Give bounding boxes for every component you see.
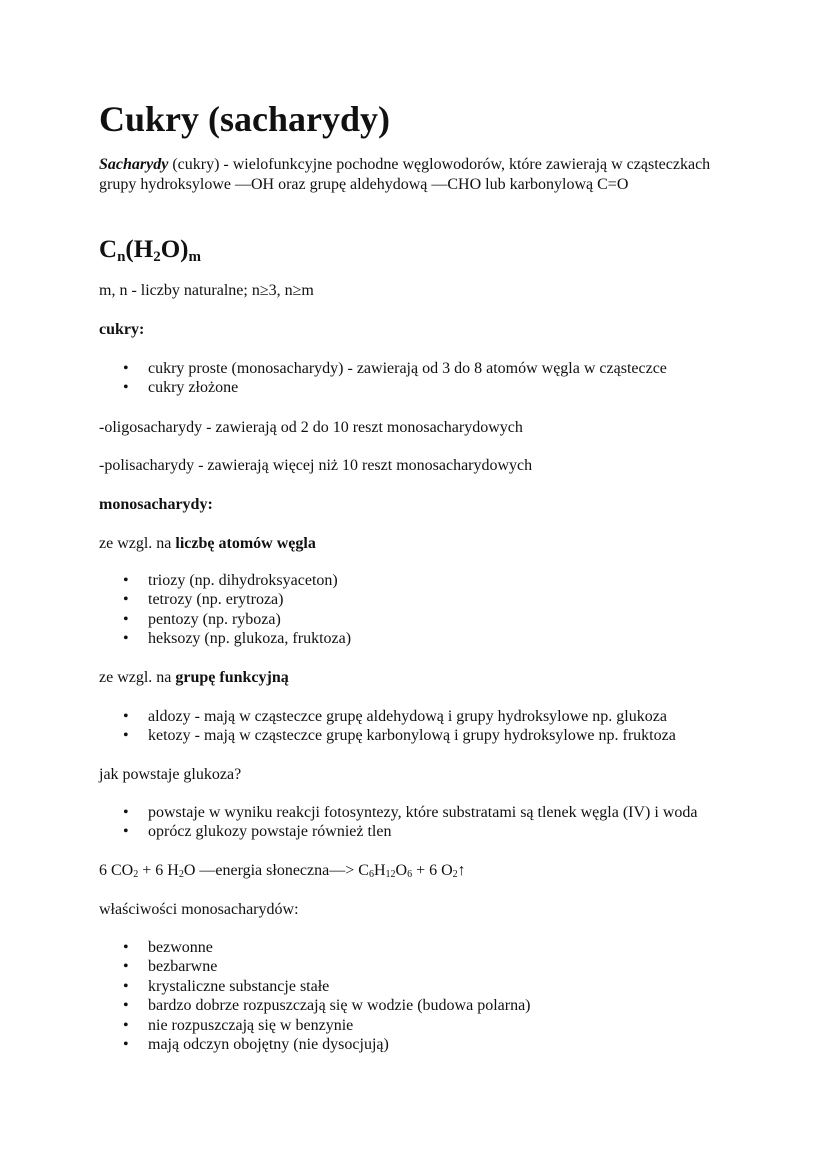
properties-heading: właściwości monosacharydów:: [99, 901, 299, 918]
list-item: • heksozy (np. glukoza, fruktoza): [99, 629, 738, 648]
photosynthesis-equation: 6 $CO_2 + 6$ $H_2O$ —energia słoneczna—> $C_6H_{12}O_6 + 6$ $O_2↑$: [99, 862, 466, 880]
list-item: • cukry proste (monosacharydy) - zawierają od 3 do 8 atomów węgla w cząsteczce: [99, 359, 738, 378]
page-title: Cukry (sacharydy): [99, 99, 391, 139]
list-item: • bezbarwne: [99, 957, 738, 976]
intro-paragraph: [99, 155, 718, 194]
list-item: • oprócz glukozy powstaje również tlen: [99, 822, 738, 841]
list-item: • aldozy - mają w cząsteczce grupę aldehydową i grupy hydroksylowe np. glukoza: [99, 707, 738, 726]
poli-text: -polisacharydy - zawierają więcej niż 10 reszt monosacharydowych: [99, 457, 533, 474]
oligo-text: -oligosacharydy - zawierają od 2 do 10 reszt monosacharydowych: [99, 419, 523, 436]
group-list: [99, 707, 738, 746]
intro-text: (cukry) - wielofunkcyjne pochodne węglowodorów, które zawierają w cząsteczkach grupy hydroksylowe —OH oraz grupę aldehydową —CHO lub karbonylową C=O: [99, 156, 711, 193]
list-item: • pentozy (np. ryboza): [99, 610, 738, 629]
by-group-label: ze wzgl. na grupę funkcyjną: [99, 669, 289, 686]
cukry-heading: cukry:: [99, 321, 145, 338]
glucose-list: [99, 803, 738, 842]
list-item: • nie rozpuszczają się w benzynie: [99, 1016, 738, 1035]
list-item: • bardzo dobrze rozpuszczają się w wodzie (budowa polarna): [99, 996, 738, 1015]
list-item: • ketozy - mają w cząsteczce grupę karbonylową i grupy hydroksylowe np. fruktoza: [99, 726, 738, 745]
intro-term: Sacharydy: [99, 156, 169, 173]
general-formula: $C_n(H_2O)_m$: [99, 236, 201, 265]
list-item: • triozy (np. dihydroksyaceton): [99, 571, 738, 590]
mono-heading: monosacharydy:: [99, 496, 213, 513]
list-item: • powstaje w wyniku reakcji fotosyntezy, które substratami są tlenek węgla (IV) i woda: [99, 803, 738, 822]
cukry-list: [99, 359, 738, 398]
glucose-question: jak powstaje glukoza?: [99, 766, 242, 783]
list-item: • tetrozy (np. erytroza): [99, 590, 738, 609]
list-item: • mają odczyn obojętny (nie dysocjują): [99, 1035, 738, 1054]
conditions-text: m, n - liczby naturalne; n≥3, n≥m: [99, 282, 314, 299]
by-carbon-label: ze wzgl. na liczbę atomów węgla: [99, 535, 316, 552]
list-item: • krystaliczne substancje stałe: [99, 977, 738, 996]
carbon-list: [99, 571, 738, 649]
list-item: • cukry złożone: [99, 378, 738, 397]
properties-list: [99, 938, 738, 1054]
list-item: • bezwonne: [99, 938, 738, 957]
